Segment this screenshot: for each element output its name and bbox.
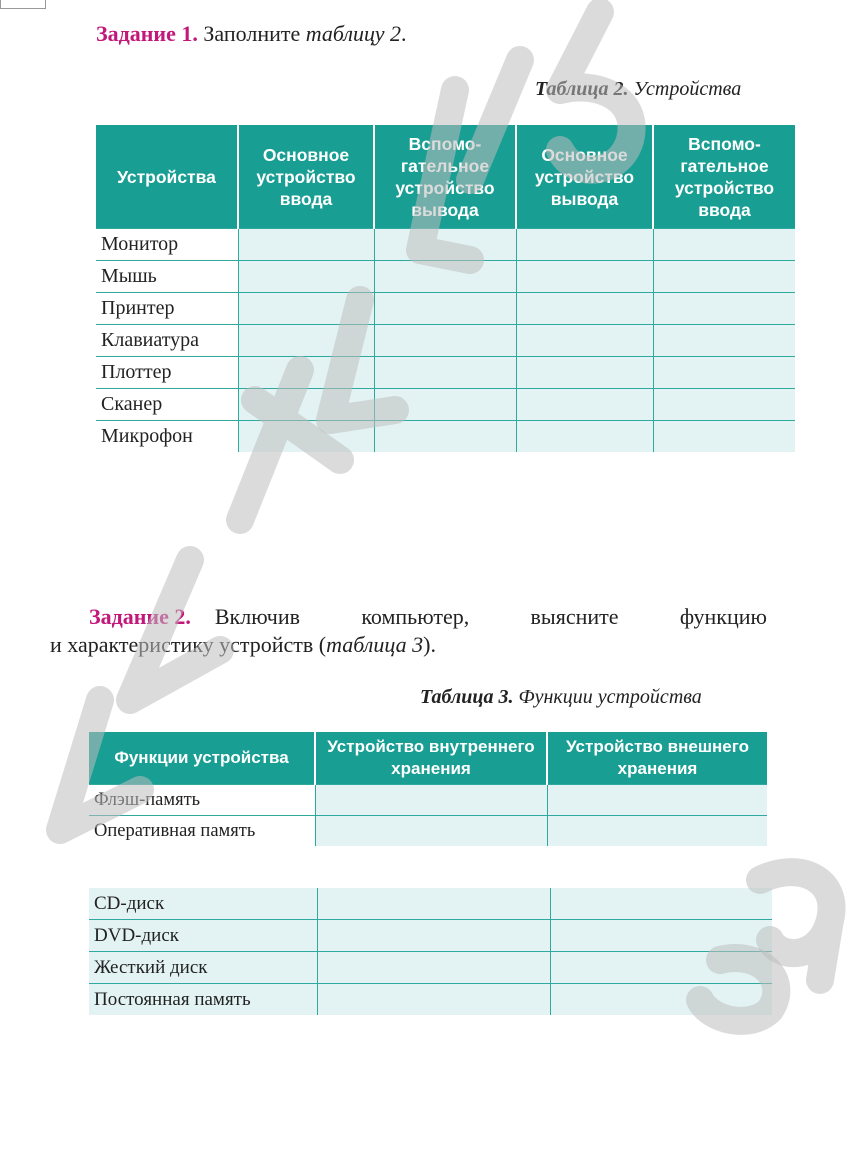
devices-row-label: Сканер xyxy=(96,389,238,421)
devices-answer-cell[interactable] xyxy=(516,389,653,421)
table-row xyxy=(96,261,795,293)
header-device-functions: Функции устройства xyxy=(89,732,315,785)
devices-table-header-row xyxy=(96,125,795,229)
devices-answer-cell[interactable] xyxy=(653,229,795,261)
devices-table xyxy=(96,125,795,452)
task2-text-line1 xyxy=(215,603,767,631)
table2-caption xyxy=(535,78,741,101)
task2-word: выясните xyxy=(530,604,619,629)
storage-continued-row-label: CD-диск xyxy=(89,888,317,920)
storage-continued-answer-cell[interactable] xyxy=(317,920,550,952)
devices-answer-cell[interactable] xyxy=(374,261,516,293)
devices-row-label: Монитор xyxy=(96,229,238,261)
task1-label: Задание 1. xyxy=(96,21,198,46)
header-aux-output: Вспомо- гательное устройство вывода xyxy=(374,125,516,229)
task1-text: Заполните xyxy=(197,21,306,46)
table3-caption-label: Таблица 3. xyxy=(420,686,514,708)
storage-continued-answer-cell[interactable] xyxy=(550,984,772,1016)
task2-line2-end: ). xyxy=(423,632,436,657)
devices-answer-cell[interactable] xyxy=(238,421,374,453)
devices-row-label: Плоттер xyxy=(96,357,238,389)
storage-continued-row-label: Постоянная память xyxy=(89,984,317,1016)
task2-line2-start: и характеристику устройств ( xyxy=(50,632,327,657)
storage-answer-cell[interactable] xyxy=(315,816,547,847)
storage-continued-answer-cell[interactable] xyxy=(317,888,550,920)
devices-answer-cell[interactable] xyxy=(653,357,795,389)
storage-continued-answer-cell[interactable] xyxy=(550,952,772,984)
devices-answer-cell[interactable] xyxy=(653,261,795,293)
storage-continued-row-label: Жесткий диск xyxy=(89,952,317,984)
table-row xyxy=(96,389,795,421)
devices-answer-cell[interactable] xyxy=(374,389,516,421)
task1-table-ref: таблицу 2 xyxy=(305,21,401,46)
devices-answer-cell[interactable] xyxy=(238,293,374,325)
devices-answer-cell[interactable] xyxy=(238,229,374,261)
table-row xyxy=(96,325,795,357)
devices-row-label: Принтер xyxy=(96,293,238,325)
table3-caption xyxy=(420,686,702,709)
devices-answer-cell[interactable] xyxy=(238,261,374,293)
table-row xyxy=(89,816,767,847)
header-main-input: Основное устройство ввода xyxy=(238,125,374,229)
storage-answer-cell[interactable] xyxy=(547,816,767,847)
task2-label: Задание 2. xyxy=(89,604,191,629)
storage-continued-answer-cell[interactable] xyxy=(550,888,772,920)
header-external-storage: Устройство внешнего хранения xyxy=(547,732,767,785)
table-row xyxy=(96,357,795,389)
table-row xyxy=(96,421,795,453)
devices-answer-cell[interactable] xyxy=(238,325,374,357)
task2-table-ref: таблица 3 xyxy=(326,632,424,657)
devices-row-label: Микрофон xyxy=(96,421,238,453)
header-main-output: Основное устройство вывода xyxy=(516,125,653,229)
devices-answer-cell[interactable] xyxy=(653,325,795,357)
devices-answer-cell[interactable] xyxy=(374,421,516,453)
devices-answer-cell[interactable] xyxy=(516,293,653,325)
devices-row-label: Клавиатура xyxy=(96,325,238,357)
header-devices: Устройства xyxy=(96,125,238,229)
header-internal-storage: Устройство внутреннего хранения xyxy=(315,732,547,785)
header-aux-input: Вспомо- гательное устройство ввода xyxy=(653,125,795,229)
storage-continued-answer-cell[interactable] xyxy=(317,984,550,1016)
devices-answer-cell[interactable] xyxy=(653,389,795,421)
devices-answer-cell[interactable] xyxy=(238,357,374,389)
storage-functions-table xyxy=(89,732,767,846)
table-row xyxy=(89,984,772,1016)
devices-answer-cell[interactable] xyxy=(374,293,516,325)
task1-end: . xyxy=(401,21,407,46)
task2-word: Включив xyxy=(214,604,301,629)
table-row xyxy=(89,952,772,984)
table-row xyxy=(89,920,772,952)
storage-row-label: Флэш-память xyxy=(89,785,315,816)
task2-heading-line1 xyxy=(89,603,767,631)
devices-answer-cell[interactable] xyxy=(516,229,653,261)
page-corner-mark xyxy=(0,0,46,9)
table-row xyxy=(89,888,772,920)
storage-functions-table-continued xyxy=(89,888,772,1015)
table-row xyxy=(89,785,767,816)
devices-answer-cell[interactable] xyxy=(374,357,516,389)
task1-heading xyxy=(96,20,407,48)
storage-answer-cell[interactable] xyxy=(547,785,767,816)
task2-word: функцию xyxy=(679,604,767,629)
table2-caption-label: Таблица 2. xyxy=(535,78,629,100)
devices-answer-cell[interactable] xyxy=(653,293,795,325)
devices-answer-cell[interactable] xyxy=(516,357,653,389)
devices-row-label: Мышь xyxy=(96,261,238,293)
storage-continued-answer-cell[interactable] xyxy=(317,952,550,984)
task2-word: компьютер, xyxy=(361,604,470,629)
storage-row-label: Оперативная память xyxy=(89,816,315,847)
table2-caption-title: Устройства xyxy=(628,78,742,100)
devices-answer-cell[interactable] xyxy=(516,421,653,453)
devices-answer-cell[interactable] xyxy=(516,261,653,293)
devices-answer-cell[interactable] xyxy=(653,421,795,453)
storage-continued-row-label: DVD-диск xyxy=(89,920,317,952)
table-row xyxy=(96,229,795,261)
devices-answer-cell[interactable] xyxy=(238,389,374,421)
devices-answer-cell[interactable] xyxy=(374,229,516,261)
devices-answer-cell[interactable] xyxy=(516,325,653,357)
table-row xyxy=(96,293,795,325)
storage-answer-cell[interactable] xyxy=(315,785,547,816)
table3-caption-title: Функции устройства xyxy=(513,686,702,708)
task2-heading-line2 xyxy=(50,631,436,659)
storage-continued-answer-cell[interactable] xyxy=(550,920,772,952)
devices-answer-cell[interactable] xyxy=(374,325,516,357)
storage-table-header-row xyxy=(89,732,767,785)
